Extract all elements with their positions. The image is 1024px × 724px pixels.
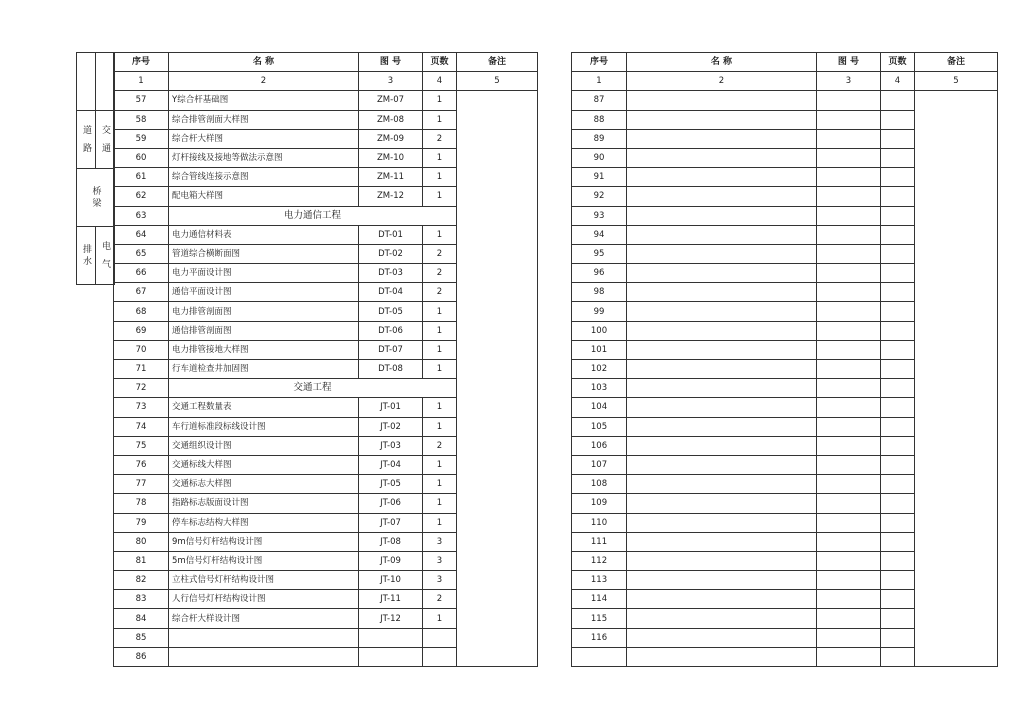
row-seq: 69	[114, 321, 169, 340]
side-row	[77, 227, 115, 285]
row-seq: 98	[572, 283, 627, 302]
row-drawing-no: DT-06	[359, 321, 423, 340]
row-pages	[881, 110, 915, 129]
row-name	[627, 264, 817, 283]
row-drawing-no	[359, 628, 423, 647]
row-pages	[881, 264, 915, 283]
row-name: 交通标志大样图	[169, 475, 359, 494]
row-drawing-no: ZM-12	[359, 187, 423, 206]
row-seq: 79	[114, 513, 169, 532]
row-drawing-no: JT-01	[359, 398, 423, 417]
header-drawing-no: 图 号	[817, 53, 881, 72]
header-seq: 序号	[572, 53, 627, 72]
side-row	[77, 169, 115, 227]
row-name	[627, 436, 817, 455]
row-drawing-no	[817, 609, 881, 628]
row-name: 停车标志结构大样图	[169, 513, 359, 532]
row-pages	[881, 551, 915, 570]
row-seq: 103	[572, 379, 627, 398]
row-pages	[881, 647, 915, 666]
row-name	[627, 571, 817, 590]
row-name: 电力通信材料表	[169, 225, 359, 244]
row-name	[627, 398, 817, 417]
row-seq: 81	[114, 551, 169, 570]
row-seq: 99	[572, 302, 627, 321]
row-name: 交通工程数量表	[169, 398, 359, 417]
row-drawing-no: ZM-11	[359, 168, 423, 187]
row-drawing-no: JT-05	[359, 475, 423, 494]
row-pages	[881, 148, 915, 167]
row-pages: 3	[423, 532, 457, 551]
row-pages	[881, 475, 915, 494]
col-number: 1	[572, 72, 627, 91]
row-seq: 59	[114, 129, 169, 148]
row-drawing-no: JT-03	[359, 436, 423, 455]
row-seq	[572, 647, 627, 666]
col-number: 2	[627, 72, 817, 91]
row-pages: 1	[423, 494, 457, 513]
row-seq: 104	[572, 398, 627, 417]
row-name: 5m信号灯杆结构设计图	[169, 551, 359, 570]
row-seq: 94	[572, 225, 627, 244]
row-name: 综合杆大样设计图	[169, 609, 359, 628]
row-seq: 92	[572, 187, 627, 206]
row-name: 交通组织设计图	[169, 436, 359, 455]
row-name	[627, 379, 817, 398]
row-pages: 2	[423, 436, 457, 455]
row-name	[169, 628, 359, 647]
row-name	[627, 609, 817, 628]
col-number: 4	[423, 72, 457, 91]
row-seq: 80	[114, 532, 169, 551]
side-blank-cell	[96, 53, 115, 111]
row-pages	[881, 494, 915, 513]
row-pages: 2	[423, 590, 457, 609]
drawing-index-table-left	[113, 52, 538, 667]
row-drawing-no: DT-05	[359, 302, 423, 321]
row-drawing-no	[817, 417, 881, 436]
row-drawing-no	[817, 571, 881, 590]
row-drawing-no	[817, 475, 881, 494]
row-pages: 1	[423, 225, 457, 244]
row-name: 电力平面设计图	[169, 264, 359, 283]
row-name: 灯杆接线及接地等做法示意图	[169, 148, 359, 167]
row-remark	[915, 91, 998, 667]
row-seq: 89	[572, 129, 627, 148]
row-seq: 65	[114, 244, 169, 263]
row-drawing-no: ZM-10	[359, 148, 423, 167]
row-name	[627, 455, 817, 474]
row-seq: 70	[114, 340, 169, 359]
row-seq: 83	[114, 590, 169, 609]
row-pages: 1	[423, 417, 457, 436]
row-pages	[881, 436, 915, 455]
header-pages: 页数	[423, 53, 457, 72]
header-remark: 备注	[915, 53, 998, 72]
side-row	[77, 111, 115, 169]
row-name	[627, 590, 817, 609]
row-drawing-no	[817, 129, 881, 148]
row-seq: 87	[572, 91, 627, 110]
row-seq: 113	[572, 571, 627, 590]
row-seq: 108	[572, 475, 627, 494]
row-drawing-no	[817, 225, 881, 244]
row-drawing-no	[817, 628, 881, 647]
row-name	[627, 168, 817, 187]
row-name	[627, 628, 817, 647]
row-name	[627, 187, 817, 206]
row-drawing-no	[817, 532, 881, 551]
row-name	[169, 647, 359, 666]
row-name: 9m信号灯杆结构设计图	[169, 532, 359, 551]
header-seq: 序号	[114, 53, 169, 72]
row-name: 综合管线连接示意图	[169, 168, 359, 187]
row-seq: 58	[114, 110, 169, 129]
row-drawing-no	[817, 590, 881, 609]
row-seq: 91	[572, 168, 627, 187]
row-drawing-no: DT-04	[359, 283, 423, 302]
row-pages: 1	[423, 187, 457, 206]
row-seq: 93	[572, 206, 627, 225]
row-name: 交通标线大样图	[169, 455, 359, 474]
row-pages	[881, 513, 915, 532]
row-pages	[881, 206, 915, 225]
row-seq: 100	[572, 321, 627, 340]
row-drawing-no: DT-01	[359, 225, 423, 244]
row-remark	[457, 91, 538, 667]
row-drawing-no	[817, 398, 881, 417]
row-pages: 1	[423, 148, 457, 167]
column-number-row	[572, 72, 998, 91]
col-number: 4	[881, 72, 915, 91]
row-drawing-no	[817, 647, 881, 666]
row-pages: 1	[423, 91, 457, 110]
drawing-index-table-right	[571, 52, 998, 667]
row-seq: 74	[114, 417, 169, 436]
header-row	[114, 53, 538, 72]
section-title: 电力通信工程	[169, 206, 457, 225]
row-drawing-no: DT-08	[359, 360, 423, 379]
row-pages: 1	[423, 360, 457, 379]
table-row	[114, 91, 538, 110]
row-drawing-no: JT-11	[359, 590, 423, 609]
header-pages: 页数	[881, 53, 915, 72]
row-seq: 114	[572, 590, 627, 609]
row-name: 人行信号灯杆结构设计图	[169, 590, 359, 609]
row-pages	[881, 398, 915, 417]
row-name	[627, 551, 817, 570]
row-name	[627, 475, 817, 494]
row-seq: 72	[114, 379, 169, 398]
row-seq: 102	[572, 360, 627, 379]
row-name	[627, 206, 817, 225]
row-seq: 57	[114, 91, 169, 110]
row-drawing-no	[817, 321, 881, 340]
row-pages	[881, 321, 915, 340]
row-pages	[881, 91, 915, 110]
row-pages	[881, 283, 915, 302]
row-seq: 111	[572, 532, 627, 551]
row-seq: 63	[114, 206, 169, 225]
side-blank-cell	[77, 53, 96, 111]
row-drawing-no	[817, 379, 881, 398]
col-number: 3	[359, 72, 423, 91]
side-label-electric: 电 气	[96, 227, 115, 285]
side-label-traffic: 交 通	[96, 111, 115, 169]
table-row	[572, 91, 998, 110]
row-name	[627, 129, 817, 148]
row-pages	[881, 187, 915, 206]
row-pages	[881, 609, 915, 628]
row-seq: 73	[114, 398, 169, 417]
row-name: 立柱式信号灯杆结构设计图	[169, 571, 359, 590]
col-number: 1	[114, 72, 169, 91]
side-row	[77, 53, 115, 111]
row-pages	[881, 571, 915, 590]
row-pages: 1	[423, 455, 457, 474]
header-drawing-no: 图 号	[359, 53, 423, 72]
row-pages	[881, 590, 915, 609]
row-seq: 82	[114, 571, 169, 590]
row-pages	[881, 244, 915, 263]
row-pages: 3	[423, 551, 457, 570]
row-name: 通信平面设计图	[169, 283, 359, 302]
row-drawing-no: JT-10	[359, 571, 423, 590]
row-name	[627, 283, 817, 302]
row-drawing-no	[817, 206, 881, 225]
row-pages	[881, 628, 915, 647]
row-drawing-no	[817, 283, 881, 302]
row-drawing-no: DT-03	[359, 264, 423, 283]
category-side-column	[76, 52, 115, 285]
row-drawing-no: ZM-09	[359, 129, 423, 148]
row-pages	[423, 647, 457, 666]
header-name: 名 称	[627, 53, 817, 72]
row-drawing-no: ZM-08	[359, 110, 423, 129]
row-name	[627, 494, 817, 513]
row-seq: 106	[572, 436, 627, 455]
row-seq: 110	[572, 513, 627, 532]
row-pages: 2	[423, 129, 457, 148]
row-drawing-no: JT-02	[359, 417, 423, 436]
row-name	[627, 417, 817, 436]
row-seq: 85	[114, 628, 169, 647]
row-seq: 88	[572, 110, 627, 129]
row-seq: 77	[114, 475, 169, 494]
row-seq: 86	[114, 647, 169, 666]
row-seq: 95	[572, 244, 627, 263]
row-seq: 61	[114, 168, 169, 187]
row-seq: 60	[114, 148, 169, 167]
row-seq: 76	[114, 455, 169, 474]
row-name	[627, 302, 817, 321]
side-label-road: 道 路	[77, 111, 96, 169]
row-drawing-no: JT-04	[359, 455, 423, 474]
row-seq: 64	[114, 225, 169, 244]
row-drawing-no: DT-07	[359, 340, 423, 359]
row-drawing-no	[817, 455, 881, 474]
row-pages	[881, 225, 915, 244]
col-number: 5	[457, 72, 538, 91]
row-name	[627, 110, 817, 129]
row-name: 指路标志版面设计图	[169, 494, 359, 513]
row-drawing-no	[817, 513, 881, 532]
row-pages: 1	[423, 340, 457, 359]
row-drawing-no	[359, 647, 423, 666]
row-pages	[881, 455, 915, 474]
row-name	[627, 148, 817, 167]
row-pages: 2	[423, 264, 457, 283]
row-pages: 1	[423, 513, 457, 532]
row-seq: 105	[572, 417, 627, 436]
row-seq: 78	[114, 494, 169, 513]
row-drawing-no: JT-12	[359, 609, 423, 628]
row-pages	[881, 417, 915, 436]
row-drawing-no: DT-02	[359, 244, 423, 263]
row-drawing-no	[817, 244, 881, 263]
row-name: 车行道标准段标线设计图	[169, 417, 359, 436]
row-name: 管道综合横断面图	[169, 244, 359, 263]
row-drawing-no	[817, 168, 881, 187]
row-seq: 115	[572, 609, 627, 628]
col-number: 5	[915, 72, 998, 91]
row-pages: 3	[423, 571, 457, 590]
row-name: 综合杆大样图	[169, 129, 359, 148]
row-seq: 109	[572, 494, 627, 513]
row-name: 综合排管剖面大样图	[169, 110, 359, 129]
row-seq: 62	[114, 187, 169, 206]
row-drawing-no	[817, 360, 881, 379]
row-drawing-no	[817, 91, 881, 110]
row-drawing-no	[817, 187, 881, 206]
row-pages: 1	[423, 168, 457, 187]
row-name	[627, 244, 817, 263]
header-remark: 备注	[457, 53, 538, 72]
section-title: 交通工程	[169, 379, 457, 398]
row-drawing-no: JT-06	[359, 494, 423, 513]
row-drawing-no: JT-07	[359, 513, 423, 532]
row-seq: 66	[114, 264, 169, 283]
row-pages: 1	[423, 110, 457, 129]
row-seq: 67	[114, 283, 169, 302]
row-pages: 1	[423, 398, 457, 417]
row-name	[627, 647, 817, 666]
row-pages: 2	[423, 244, 457, 263]
col-number: 3	[817, 72, 881, 91]
row-pages: 2	[423, 283, 457, 302]
row-name: Y综合杆基础图	[169, 91, 359, 110]
row-name	[627, 532, 817, 551]
row-pages	[881, 532, 915, 551]
row-drawing-no	[817, 264, 881, 283]
side-label-drainage: 排水	[77, 227, 96, 285]
row-drawing-no	[817, 436, 881, 455]
row-seq: 116	[572, 628, 627, 647]
row-drawing-no	[817, 110, 881, 129]
row-name	[627, 225, 817, 244]
row-pages	[881, 168, 915, 187]
row-name	[627, 360, 817, 379]
row-seq: 96	[572, 264, 627, 283]
row-name: 电力排管接地大样图	[169, 340, 359, 359]
row-pages	[881, 302, 915, 321]
row-seq: 84	[114, 609, 169, 628]
row-pages: 1	[423, 321, 457, 340]
column-number-row	[114, 72, 538, 91]
row-seq: 101	[572, 340, 627, 359]
row-seq: 112	[572, 551, 627, 570]
row-seq: 107	[572, 455, 627, 474]
row-drawing-no: ZM-07	[359, 91, 423, 110]
row-name	[627, 321, 817, 340]
row-pages	[881, 379, 915, 398]
side-label-bridge: 桥梁	[77, 169, 115, 227]
row-name: 配电箱大样图	[169, 187, 359, 206]
row-seq: 71	[114, 360, 169, 379]
col-number: 2	[169, 72, 359, 91]
row-name: 电力排管剖面图	[169, 302, 359, 321]
row-drawing-no	[817, 551, 881, 570]
header-row	[572, 53, 998, 72]
row-name: 行车道检查井加固图	[169, 360, 359, 379]
row-seq: 75	[114, 436, 169, 455]
row-name: 通信排管剖面图	[169, 321, 359, 340]
row-drawing-no: JT-08	[359, 532, 423, 551]
row-pages: 1	[423, 475, 457, 494]
row-drawing-no: JT-09	[359, 551, 423, 570]
row-pages	[881, 360, 915, 379]
row-pages: 1	[423, 302, 457, 321]
row-pages	[881, 129, 915, 148]
row-name	[627, 340, 817, 359]
row-seq: 90	[572, 148, 627, 167]
row-drawing-no	[817, 340, 881, 359]
row-drawing-no	[817, 302, 881, 321]
row-drawing-no	[817, 148, 881, 167]
row-pages	[881, 340, 915, 359]
row-pages: 1	[423, 609, 457, 628]
row-name	[627, 513, 817, 532]
row-drawing-no	[817, 494, 881, 513]
row-seq: 68	[114, 302, 169, 321]
row-pages	[423, 628, 457, 647]
header-name: 名 称	[169, 53, 359, 72]
row-name	[627, 91, 817, 110]
